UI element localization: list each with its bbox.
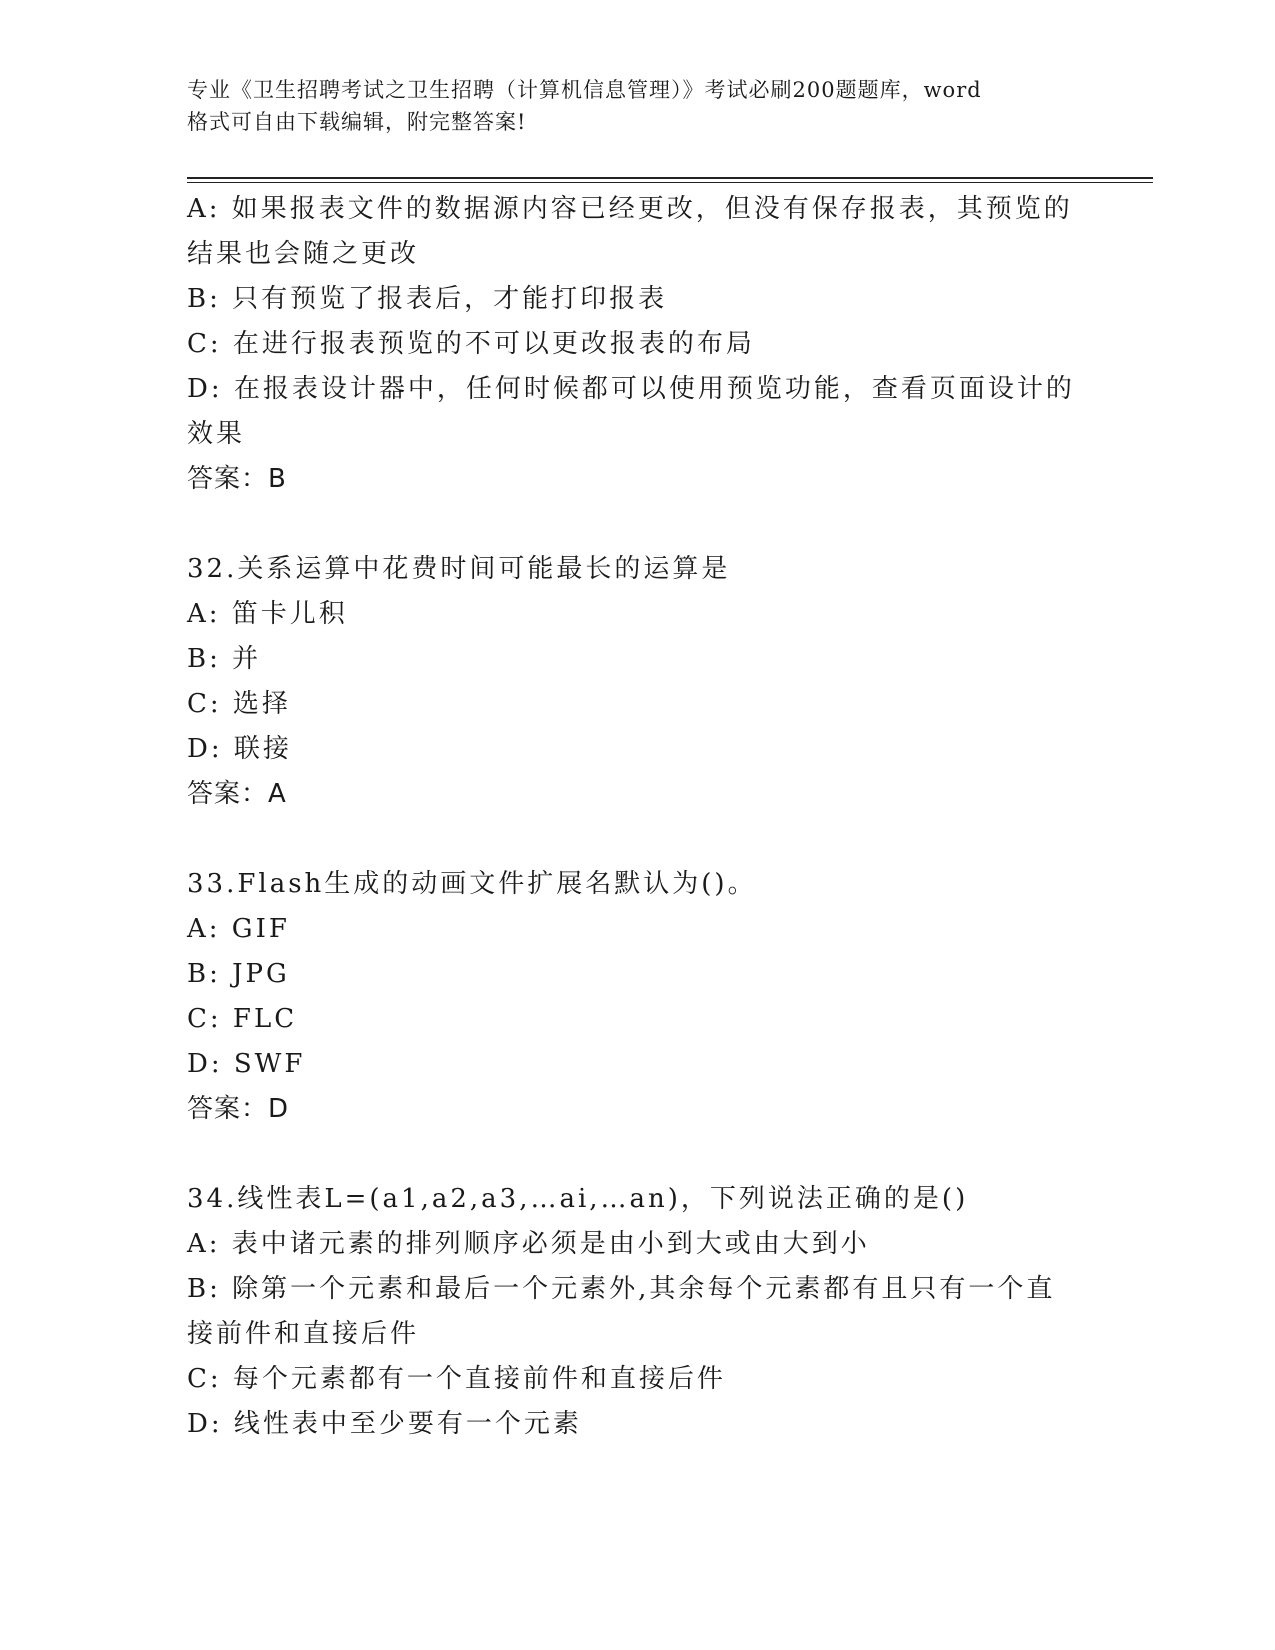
q33-option-b: B: JPG xyxy=(187,959,290,989)
q31-option-d: D: 在报表设计器中，任何时候都可以使用预览功能，查看页面设计的 xyxy=(187,374,1075,404)
question-34-block xyxy=(187,1177,1087,1447)
question-31-block xyxy=(187,187,1087,502)
q33-question: 33.Flash生成的动画文件扩展名默认为()。 xyxy=(187,869,757,899)
header-divider-thin xyxy=(187,182,1153,183)
header-line-2: 格式可自由下载编辑，附完整答案! xyxy=(187,110,527,134)
spacer xyxy=(187,502,1087,547)
q34-option-b-continued: 接前件和直接后件 xyxy=(187,1319,420,1349)
question-content xyxy=(187,187,1087,1447)
q32-option-b: B: 并 xyxy=(187,644,262,674)
question-33-block xyxy=(187,862,1087,1132)
spacer xyxy=(187,817,1087,862)
q31-option-a: A: 如果报表文件的数据源内容已经更改，但没有保存报表，其预览的 xyxy=(187,194,1073,224)
q31-option-d-continued: 效果 xyxy=(187,419,246,449)
q34-option-b: B: 除第一个元素和最后一个元素外,其余每个元素都有且只有一个直 xyxy=(187,1274,1056,1304)
spacer xyxy=(187,1132,1087,1177)
header-divider-thick xyxy=(187,177,1153,179)
q34-option-a: A: 表中诸元素的排列顺序必须是由小到大或由大到小 xyxy=(187,1229,870,1259)
q31-option-c: C: 在进行报表预览的不可以更改报表的布局 xyxy=(187,329,755,359)
q33-option-c: C: FLC xyxy=(187,1004,298,1034)
q32-question: 32.关系运算中花费时间可能最长的运算是 xyxy=(187,554,731,584)
q33-option-a: A: GIF xyxy=(187,914,290,944)
q31-option-b: B: 只有预览了报表后，才能打印报表 xyxy=(187,284,668,314)
document-header xyxy=(187,74,1087,138)
header-line-1: 专业《卫生招聘考试之卫生招聘（计算机信息管理）》考试必刷200题题库，word xyxy=(187,78,982,102)
q33-answer: 答案：D xyxy=(187,1094,290,1124)
q32-answer: 答案：A xyxy=(187,779,287,809)
q34-question: 34.线性表L=(a1,a2,a3,…ai,…an)，下列说法正确的是() xyxy=(187,1184,969,1214)
q34-option-c: C: 每个元素都有一个直接前件和直接后件 xyxy=(187,1364,726,1394)
q32-option-d: D: 联接 xyxy=(187,734,292,764)
q33-option-d: D: SWF xyxy=(187,1049,306,1079)
q31-answer: 答案：B xyxy=(187,464,287,494)
q32-option-c: C: 选择 xyxy=(187,689,291,719)
q32-option-a: A: 笛卡儿积 xyxy=(187,599,348,629)
q34-option-d: D: 线性表中至少要有一个元素 xyxy=(187,1409,582,1439)
q31-option-a-continued: 结果也会随之更改 xyxy=(187,239,420,269)
question-32-block xyxy=(187,547,1087,817)
